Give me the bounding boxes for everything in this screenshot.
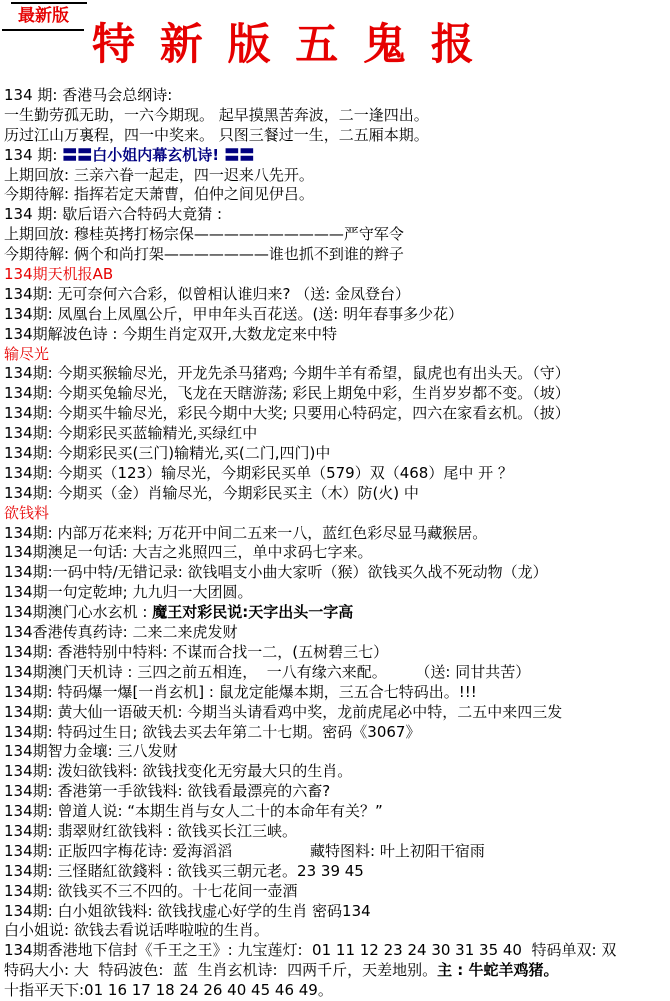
text-segment: 134期: 无可奈何六合彩，似曾相认谁归来? （送: 金凤登台） — [4, 284, 411, 303]
text-segment: 134期: 今期买兔输尽光，飞龙在天瞎游荡; 彩民上期兔中彩，生肖岁岁都不变。（坡） — [4, 384, 570, 403]
text-segment: 134期: 香港特别中特料: 不谋而合找一二，(五树碧三七） — [4, 642, 389, 661]
report-line — [4, 524, 670, 544]
text-segment: 134期智力金壤: 三八发财 — [4, 742, 178, 761]
text-segment: 〓〓 — [62, 145, 93, 164]
masthead — [0, 0, 670, 84]
report-line — [4, 981, 670, 1001]
report-line — [4, 862, 670, 882]
report-line — [4, 364, 670, 384]
report-line — [4, 265, 670, 285]
section-heading: 输尽光 — [4, 344, 50, 363]
report-line — [4, 643, 670, 663]
text-segment: 134期: 今期彩民买蓝输精光,买绿红中 — [4, 424, 258, 443]
report-line — [4, 245, 670, 265]
text-segment: 一生勤劳孤无助，一六今期现。 起早摸黑苦奔波，二一逢四出。 — [4, 105, 429, 124]
text-segment: 134期: 今期买猴输尽光，开龙先杀马猪鸡; 今期牛羊有希望，鼠虎也有出头天。（守） — [4, 364, 570, 383]
report-line — [4, 146, 670, 166]
report-line — [4, 86, 670, 106]
text-segment: 134期: 正版四字梅花诗: 爱海滔滔 — [4, 841, 233, 860]
text-segment: 历过江山万裏程，四一中奖来。 只图三餐过一生，二五厢本期。 — [4, 125, 429, 144]
text-segment: 134期一句定乾坤; 九九归一大团圆。 — [4, 583, 253, 602]
report-line — [4, 106, 670, 126]
text-segment: 134期: 黄大仙一语破天机: 今期当头请看鸡中奖，龙前虎尾必中特，二五中来四三发 — [4, 702, 563, 721]
report-line — [4, 762, 670, 782]
text-segment: 134期澳门天机诗 : 三四之前五相连， 一八有缘六来配。 （送: 同甘共苦） — [4, 662, 531, 681]
text-segment: 134期: 欲钱买不三不四的。十七花间一壶酒 — [4, 881, 298, 900]
text-segment: 134香港传真药诗: 二来二来虎发财 — [4, 623, 238, 642]
report-line — [4, 345, 670, 365]
text-segment: 134期: 今期买（123）输尽光，今期彩民买单（579）双（468）尾中 开 ？ — [4, 463, 513, 482]
report-line — [4, 683, 670, 703]
report-line — [4, 663, 670, 683]
text-segment: 上期回放: 穆桂英拷打杨宗保——————————严守军令 — [4, 225, 404, 244]
text-segment: 今期待解: 指挥若定天萧曹，伯仲之间见伊吕。 — [4, 185, 314, 204]
report-line — [4, 921, 670, 941]
report-line — [4, 225, 670, 245]
report-line — [4, 543, 670, 563]
text-segment: 134期香港地下信封《千王之王》: 九宝莲灯: 01 11 12 23 24 30 31 35 40 特码单双: 双 — [4, 941, 617, 960]
text-segment: 134期: 凤凰台上凤凰公斤，甲申年头百花送。(送: 明年春事多少花） — [4, 304, 464, 323]
report-line — [4, 822, 670, 842]
text-segment: 134期: 白小姐欲钱料: 欲钱找虚心好学的生肖 密码134 — [4, 901, 371, 920]
report-line — [4, 902, 670, 922]
page-title: 特 新 版 五 鬼 报 — [92, 22, 481, 69]
edition-badge-label: 最新版 — [18, 6, 69, 26]
report-line — [4, 504, 670, 524]
section-heading: 欲钱料 — [4, 503, 50, 522]
text-segment: 特码大小: 大 特码波色: 蓝 生肖玄机诗: 四两千斤，天差地别。 — [4, 961, 438, 980]
text-segment: 134期: 香港第一手欲钱料: 欲钱看最漂亮的六畜? — [4, 782, 331, 801]
text-segment: 上期回放: 三亲六眷一起走，四一迟来八先开。 — [4, 165, 314, 184]
text-segment: 134期: 今期买牛输尽光，彩民今期中大奖; 只要用心特码定，四六在家看玄机。（披） — [4, 404, 570, 423]
text-segment: 134期: 内部万花来料; 万花开中间二五来一八，蓝红色彩尽显马藏猴居。 — [4, 523, 488, 542]
text-segment: 魔王对彩民说:天字出头一字高 — [152, 603, 354, 622]
text-segment: 藏特图料: 叶上初阳干宿雨 — [310, 841, 485, 860]
text-segment: 134 期: 香港马会总纲诗: — [4, 86, 173, 104]
report-line — [4, 941, 670, 961]
report-body — [0, 84, 670, 1001]
report-line — [4, 882, 670, 902]
report-line — [4, 961, 670, 981]
text-segment: 134期: 今期彩民买(三门)输精光,买(二门,四门)中 — [4, 444, 331, 463]
text-segment: 134 期: — [4, 145, 63, 164]
report-line — [4, 325, 670, 345]
section-heading: 134期天机报AB — [4, 265, 114, 284]
report-line — [4, 723, 670, 743]
text-segment: 主 : 牛蛇羊鸡猪。 — [437, 961, 559, 980]
report-line — [4, 464, 670, 484]
text-segment: 134期: 今期买（金）肖输尽光，今期彩民买主（木）防(火) 中 — [4, 483, 419, 502]
report-line — [4, 205, 670, 225]
report-line — [4, 305, 670, 325]
report-line — [4, 126, 670, 146]
report-line — [4, 703, 670, 723]
report-line — [4, 623, 670, 643]
text-segment: 134期: 翡翠财红欲钱料 : 欲钱买长江三峡。 — [4, 821, 298, 840]
text-segment: 134期: 曾道人说: “本期生肖与女人二十的本命年有关？” — [4, 802, 383, 821]
report-line — [4, 484, 670, 504]
report-line — [4, 285, 670, 305]
report-line — [4, 802, 670, 822]
text-segment: 〓〓 — [224, 145, 255, 164]
report-line — [4, 384, 670, 404]
text-segment: 134期: 特码过生日; 欲钱去买去年第二十七期。密码《3067》 — [4, 722, 421, 741]
text-segment: 134 期: 歇后语六合特码大竟猜 : — [4, 205, 223, 224]
text-segment: 白小姐说: 欲钱去看说话哔啦啦的生肖。 — [4, 921, 269, 940]
text-segment: 134期解波色诗 : 今期生肖定双开,大数龙定来中特 — [4, 324, 337, 343]
text-segment: 今期待解: 俩个和尚打架———————谁也抓不到谁的辫子 — [4, 245, 404, 264]
report-line — [4, 563, 670, 583]
report-line — [4, 404, 670, 424]
report-line — [4, 185, 670, 205]
text-segment: 134期澳门心水玄机 : — [4, 603, 153, 622]
report-line — [4, 603, 670, 623]
report-line — [4, 444, 670, 464]
report-line — [4, 742, 670, 762]
divider-top — [11, 2, 87, 4]
text-segment: 134期: 三怪賭紅欲錢料 : 欲钱买三朝元老。23 39 45 — [4, 861, 364, 880]
text-segment: 白小姐内幕玄机诗! — [92, 145, 225, 164]
divider-bottom — [2, 29, 84, 31]
text-segment: 134期: 特码爆一爆[一肖玄机] : 鼠龙定能爆本期，三五合七特码出。!!! — [4, 682, 477, 701]
report-line — [4, 782, 670, 802]
text-segment: 十指平天下:01 16 17 18 24 26 40 45 46 49。 — [4, 981, 333, 1000]
report-line — [4, 424, 670, 444]
text-segment: 134期: 泼妇欲钱料: 欲钱找变化无穷最大只的生肖。 — [4, 762, 353, 781]
report-line — [4, 583, 670, 603]
report-line — [4, 166, 670, 186]
text-segment: 134期澳足一句话: 大吉之兆照四三，单中求码七字来。 — [4, 543, 373, 562]
report-line — [4, 842, 670, 862]
text-segment: 134期:一码中特/无错记录: 欲钱唱支小曲大家听（猴）欲钱买久战不死动物（龙） — [4, 563, 548, 582]
